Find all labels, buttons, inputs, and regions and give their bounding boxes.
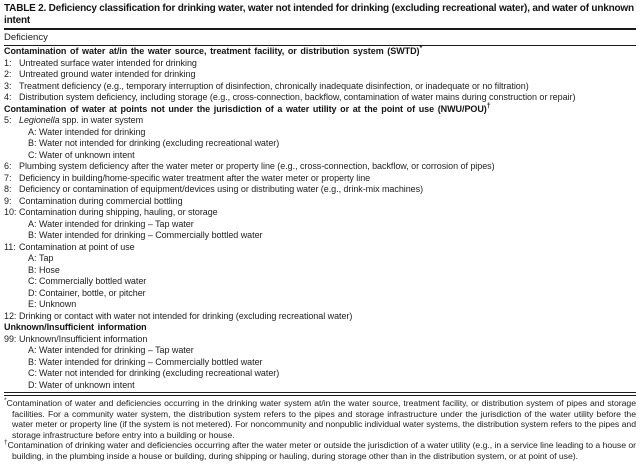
sub-item-row <box>28 299 636 311</box>
item-text: Untreated surface water intended for drinking <box>19 57 197 68</box>
rule-table-bottom <box>4 392 636 396</box>
item-text: Deficiency in building/home-specific water treatment after the water meter or property line <box>19 172 371 183</box>
column-header-row <box>4 30 636 45</box>
item-text: Plumbing system deficiency after the water meter or property line (e.g., cross-connection, backflow, or corrosion of pipes) <box>19 161 495 171</box>
sub-item-text: Container, bottle, or pitcher <box>39 287 146 298</box>
footnote-text: Contamination of water and deficiencies occurring in the drinking water system at/in the water source, treatment facility, or distribution system of pipes and storage facilities. For a community water system, the distribution system refers to the pipes and storage infrastructure under the jurisdiction of the water utility before the water meter or property line (if the system is not metered). For noncommunity and nonpublic individual water systems, the distribution system refers to the pipes and storage infrastructure before entry into a building or house. <box>6 398 636 440</box>
sub-item-letter: E: <box>28 299 37 309</box>
item-number: 9: <box>4 195 12 206</box>
sub-item-text: Water of unknown intent <box>39 379 135 390</box>
item-number: 6: <box>4 161 12 171</box>
item-text: Deficiency or contamination of equipment/devices using or distributing water (e.g., drink-mix machines) <box>19 184 424 194</box>
sub-item-letter: C: <box>28 149 37 160</box>
footnote-marker: † <box>4 439 8 447</box>
sub-item-text: Water of unknown intent <box>39 149 135 160</box>
item-row <box>4 115 636 127</box>
sub-item-row <box>28 127 636 139</box>
sub-item-letter: A: <box>28 345 37 355</box>
item-text: Treatment deficiency (e.g., temporary interruption of disinfection, chronically inadequate disinfection, or inadequate or no filtration) <box>19 80 529 91</box>
item-number: 3: <box>4 80 12 91</box>
sub-item-letter: A: <box>28 126 37 137</box>
footnote <box>4 440 636 461</box>
sub-item-text: Commercially bottled water <box>39 276 147 286</box>
item-number: 12: <box>4 310 17 321</box>
item-row <box>4 81 636 93</box>
table-body <box>4 46 636 391</box>
sub-item-text: Water intended for drinking – Tap water <box>39 345 194 355</box>
item-number: 1: <box>4 57 12 68</box>
sub-item-row <box>28 219 636 231</box>
sub-item-row <box>28 276 636 288</box>
section-header-footnote-marker: * <box>419 45 423 52</box>
sub-item-row <box>28 345 636 357</box>
sub-item-letter: C: <box>28 276 37 286</box>
section-header <box>4 104 636 116</box>
sub-item-letter: A: <box>28 253 37 263</box>
item-row <box>4 242 636 254</box>
sub-item-text: Water intended for drinking – Tap water <box>39 218 194 229</box>
sub-item-letter: B: <box>28 264 37 275</box>
sub-item-letter: C: <box>28 368 37 378</box>
sub-item-text: Water not intended for drinking (excluding recreational water) <box>39 368 280 378</box>
item-number: 7: <box>4 172 12 183</box>
footnote <box>4 398 636 440</box>
sub-item-row <box>28 265 636 277</box>
item-text: Distribution system deficiency, including storage (e.g., cross-connection, backflow, contamination of water mains during construction or repair) <box>19 92 576 102</box>
section-header-text: Contamination of water at points not under the jurisdiction of a water utility or at the point of use (NWU/POU) <box>4 103 487 114</box>
sub-item-letter: B: <box>28 356 37 367</box>
item-row <box>4 173 636 185</box>
item-row <box>4 334 636 346</box>
item-number: 99: <box>4 333 17 344</box>
sub-item-row <box>28 138 636 150</box>
item-text: Untreated ground water intended for drinking <box>19 69 196 79</box>
footnotes <box>4 398 636 462</box>
sub-item-row <box>28 357 636 369</box>
sub-item-letter: B: <box>28 138 37 148</box>
item-row <box>4 311 636 323</box>
item-text-rest: spp. in water system <box>59 115 144 125</box>
sub-item-text: Unknown <box>39 299 77 309</box>
item-number: 5: <box>4 115 12 125</box>
sub-item-text: Tap <box>39 253 54 263</box>
sub-item-letter: A: <box>28 218 37 229</box>
item-row <box>4 207 636 219</box>
item-number: 4: <box>4 92 12 102</box>
sub-item-row <box>28 230 636 242</box>
footnote-marker: * <box>4 397 7 405</box>
item-row <box>4 69 636 81</box>
item-text: Contamination during shipping, hauling, or storage <box>19 207 218 217</box>
item-text: Contamination at point of use <box>19 241 135 252</box>
sub-item-text: Hose <box>39 264 60 275</box>
sub-item-row <box>28 288 636 300</box>
sub-item-row <box>28 150 636 162</box>
sub-item-text: Water intended for drinking <box>39 126 146 137</box>
sub-item-text: Water intended for drinking – Commercially bottled water <box>39 230 263 240</box>
item-row <box>4 58 636 70</box>
item-row <box>4 196 636 208</box>
item-text: Unknown/Insufficient information <box>19 333 148 344</box>
item-number: 8: <box>4 184 12 194</box>
item-text: Drinking or contact with water not intended for drinking (excluding recreational water) <box>19 310 353 321</box>
sub-item-letter: D: <box>28 287 37 298</box>
sub-item-letter: B: <box>28 230 37 240</box>
item-text <box>19 115 636 127</box>
item-number: 2: <box>4 69 12 79</box>
item-row <box>4 184 636 196</box>
table-title: TABLE 2. Deficiency classification for drinking water, water not intended for drinking (excluding recreational water), and water of unknown intent <box>4 3 634 26</box>
sub-item-row <box>28 368 636 380</box>
column-header-label: Deficiency <box>4 32 48 43</box>
sub-item-text: Water intended for drinking – Commercially bottled water <box>39 356 263 367</box>
item-row <box>4 161 636 173</box>
section-header-footnote-marker: † <box>486 102 491 110</box>
section-header-text: Unknown/Insufficient information <box>4 322 147 332</box>
sub-item-letter: D: <box>28 379 37 390</box>
item-number: 11: <box>4 241 16 252</box>
section-header <box>4 46 636 58</box>
footnote-text: Contamination of drinking water and deficiencies occurring after the water meter or outside the jurisdiction of a water utility (e.g., in a service line leading to a house or building, in the plumbing inside a house or building, during shipping or hauling, during storage other than in the distribution system, or at point of use). <box>7 440 636 461</box>
item-text-italic: Legionella <box>19 115 60 125</box>
section-header-text: Contamination of water at/in the water source, treatment facility, or distribution system (SWTD) <box>4 46 420 56</box>
section-header <box>4 322 636 334</box>
sub-item-row <box>28 253 636 265</box>
sub-item-text: Water not intended for drinking (excluding recreational water) <box>39 138 280 148</box>
item-text: Contamination during commercial bottling <box>19 195 183 206</box>
item-number: 10: <box>4 207 17 217</box>
item-row <box>4 92 636 104</box>
sub-item-row <box>28 380 636 392</box>
